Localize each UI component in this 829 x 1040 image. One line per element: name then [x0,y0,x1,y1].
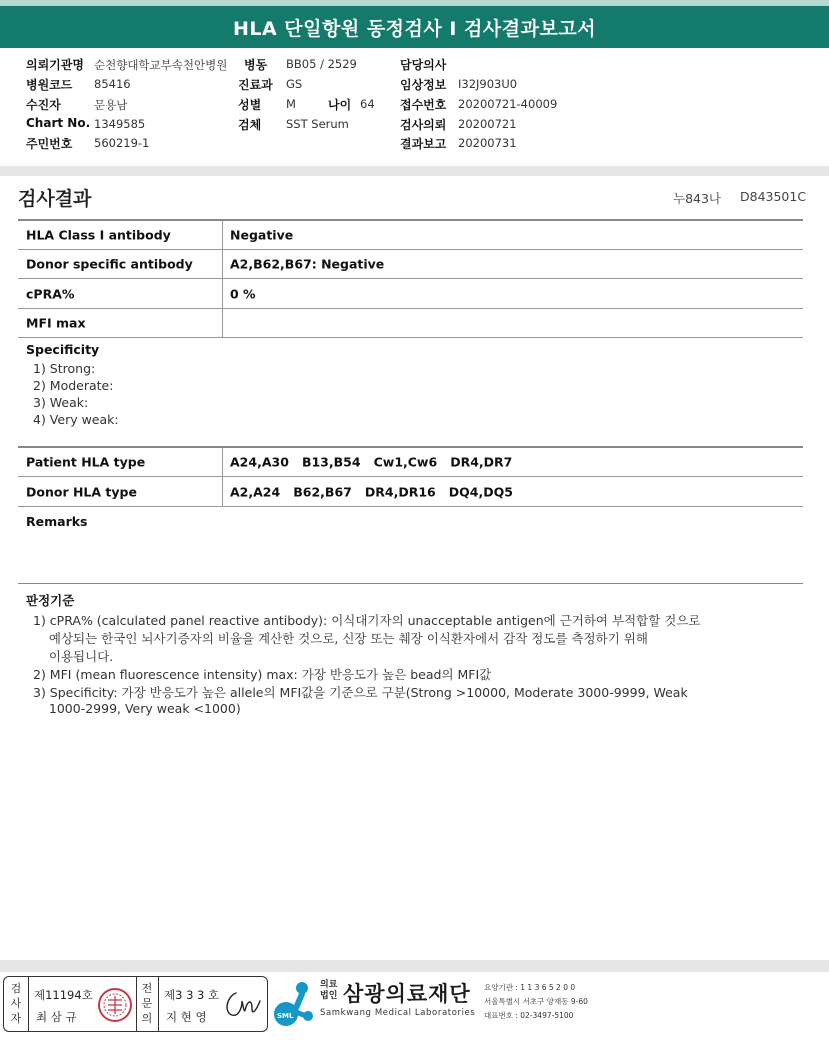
info-label-ward: 병동 [244,58,268,72]
info-value-report-date: 20200731 [458,136,517,150]
info-label-doctor: 담당의사 [400,58,447,72]
criteria-top-border [18,583,803,584]
result-row-value: Negative [230,227,294,243]
specificity-item: 4) Very weak: [33,412,119,427]
report-title: HLA 단일항원 동정검사 I 검사결과보고서 [0,0,829,48]
criteria-line: 1) cPRA% (calculated panel reactive antibody): 이식대기자의 unacceptable antigen에 근거하여 부적합할 것으로 [33,613,701,628]
org-prefix: 의료 법인 [320,980,338,1001]
remarks-title: Remarks [26,514,88,529]
sml-logo-icon [272,978,318,1030]
info-value-request-date: 20200721 [458,117,517,131]
criteria-line: 2) MFI (mean fluorescence intensity) max: 가장 반응도가 높은 bead의 MFI값 [33,667,492,682]
patient-hla-row [18,448,803,477]
org-info-line: 서울특별시 서초구 양재동 9-60 [484,997,588,1006]
info-label-age: 나이 [328,98,352,112]
patient-info-block [0,48,829,166]
specialist-name: 지 현 영 [166,1010,207,1024]
donor-hla-row [18,477,803,507]
org-info-line: 요양기관 : 1 1 3 6 5 2 0 0 [484,983,576,992]
hla-row-value: A2,A24 B62,B67 DR4,DR16 DQ4,DQ5 [230,484,513,499]
inspector-seal-icon [96,986,134,1024]
info-label-specimen: 검체 [238,118,262,132]
inspector-license-no: 제11194호 [34,988,93,1002]
footer-separator [0,960,829,972]
info-label-receipt-no: 접수번호 [400,98,447,112]
criteria-line: 이용됩니다. [33,649,114,664]
info-value-institution: 순천향대학교부속천안병원 [94,58,228,72]
info-value-hospital-code: 85416 [94,77,131,91]
specificity-title: Specificity [26,342,100,357]
result-row-key: HLA Class I antibody [26,227,171,243]
result-section-title: 검사결과 [18,188,92,210]
header-separator [0,166,829,176]
info-value-patient: 문용남 [94,98,128,112]
hla-row-key: Donor HLA type [26,484,137,499]
info-label-patient: 수진자 [26,98,61,112]
criteria-line: 3) Specificity: 가장 반응도가 높은 allele의 MFI값을 기준으로 구분(Strong >10000, Moderate 3000-9999, Weak [33,685,688,700]
info-label-clinical: 임상정보 [400,78,447,92]
inspector-name: 최 삼 규 [36,1010,77,1024]
result-code-2: D843501C [740,189,807,204]
specialist-signature-icon [222,987,264,1023]
specificity-item: 2) Moderate: [33,378,114,393]
criteria-line: 1000-2999, Very weak <1000) [33,701,241,716]
criteria-line: 예상되는 한국인 뇌사기증자의 비율을 계산한 것으로, 신장 또는 췌장 이식환자에서 감작 정도를 측정하기 위해 [33,631,648,646]
info-value-age: 64 [360,97,375,111]
result-row-cpra [18,279,803,309]
info-value-ward: BB05 / 2529 [286,57,357,71]
inspector-label: 검 사 자 [10,982,22,1025]
info-label-report-date: 결과보고 [400,137,447,151]
criteria-title: 판정기준 [26,593,75,608]
specialist-label: 전 문 의 [141,982,153,1025]
signature-box [3,976,268,1032]
info-value-department: GS [286,77,303,91]
org-info-line: 대표번호 : 02-3497-5100 [484,1011,574,1020]
info-value-sex: M [286,97,296,111]
result-row-mfi-max [18,309,803,338]
result-row-key: Donor specific antibody [26,256,193,272]
specificity-item: 1) Strong: [33,361,96,376]
info-label-resident-no: 주민번호 [26,137,73,151]
info-label-hospital-code: 병원코드 [26,78,73,92]
hla-row-key: Patient HLA type [26,454,146,470]
info-label-sex: 성별 [238,98,262,112]
info-value-resident-no: 560219-1 [94,136,150,150]
specificity-item: 3) Weak: [33,395,89,410]
result-row-value: A2,B62,B67: Negative [230,256,385,272]
info-label-department: 진료과 [238,78,273,92]
info-label-chart-no: Chart No. [26,116,91,130]
info-label-request-date: 검사의뢰 [400,118,447,132]
result-row-key: cPRA% [26,286,75,301]
result-row-dsa [18,250,803,279]
info-value-clinical: I32J903U0 [458,77,518,91]
info-value-chart-no: 1349585 [94,117,146,131]
result-code-1: 누843나 [673,191,722,206]
info-value-receipt-no: 20200721-40009 [458,97,558,111]
result-row-value: 0 % [230,286,256,301]
specialist-license-no: 제3 3 3 호 [164,988,220,1002]
sml-logo-text: SML [277,1012,294,1020]
result-row-key: MFI max [26,315,86,331]
hla-row-value: A24,A30 B13,B54 Cw1,Cw6 DR4,DR7 [230,454,513,470]
info-value-specimen: SST Serum [286,117,349,131]
info-label-institution: 의뢰기관명 [26,58,84,72]
org-name: 삼광의료재단 [343,982,471,1006]
result-row-hla-class-1 [18,221,803,250]
org-english-name: Samkwang Medical Laboratories [320,1008,476,1018]
